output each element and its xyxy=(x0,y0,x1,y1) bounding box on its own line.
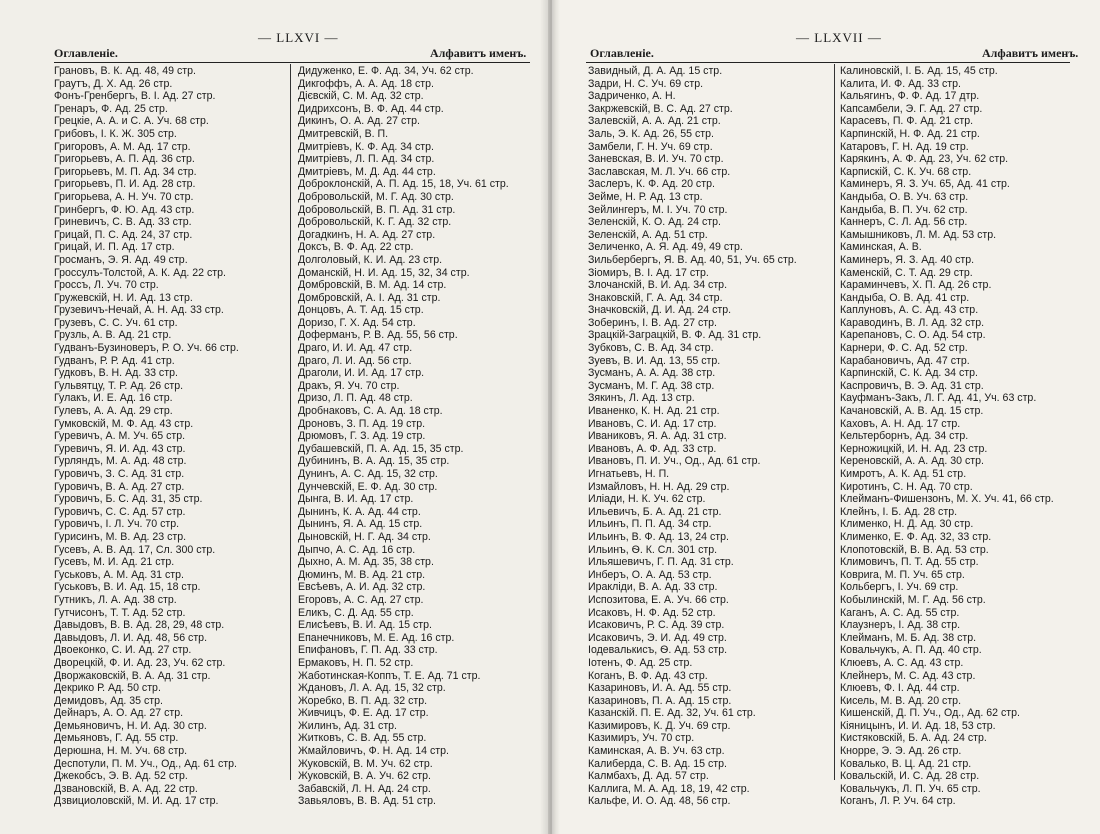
index-entry: Гусевъ, А. В. Ад. 17, Сл. 300 стр. xyxy=(54,543,216,556)
index-entry: Каминская, А. В. Уч. 63 стр. xyxy=(588,745,725,758)
index-entry: Казимировъ, К. Д. Уч. 69 стр. xyxy=(588,719,731,732)
index-entry: Заслеръ, К. Ф. Ад. 20 стр. xyxy=(588,178,715,191)
index-entry: Гутчисонъ, Т. Т. Ад. 52 стр. xyxy=(54,606,186,619)
index-entry: Жуковскій, В. А. Уч. 62 стр. xyxy=(298,770,431,783)
index-entry: Гуськовъ, А. М. Ад. 31 стр. xyxy=(54,568,184,581)
index-entry: Дризо, Л. П. Ад. 48 стр. xyxy=(298,392,413,405)
index-entry: Качановскій, А. В. Ад. 15 стр. xyxy=(840,405,984,418)
index-entry: Добровольскій, К. Г. Ад. 32 стр. xyxy=(298,216,452,229)
index-entry: Клейнеръ, М. С. Ад. 43 стр. xyxy=(840,669,976,682)
index-entry: Кобылинскій, М. Г. Ад. 56 стр. xyxy=(840,593,986,606)
index-entry: Клейнъ, І. Б. Ад. 28 стр. xyxy=(840,505,958,518)
index-entry: Ильинъ, В. Ф. Ад. 13, 24 стр. xyxy=(588,530,729,543)
index-entry: Дынга, В. И. Ад. 17 стр. xyxy=(298,493,414,506)
index-entry: Дунчевскій, Е. Ф. Ад. 30 стр. xyxy=(298,480,438,493)
index-entry: Ждановъ, Л. А. Ад. 15, 32 стр. xyxy=(298,682,446,695)
index-entry: Доксъ, В. Ф. Ад. 22 стр. xyxy=(298,241,414,254)
index-entry: Дрюмовъ, Г. З. Ад. 19 стр. xyxy=(298,430,426,443)
index-entry: Дмитріевъ, М. Д. Ад. 44 стр. xyxy=(298,165,436,178)
index-entry: Каменскій, С. Т. Ад. 29 стр. xyxy=(840,266,973,279)
index-entry: Клаузнеръ, І. Ад. 38 стр. xyxy=(840,619,961,632)
index-entry: Кимротъ, А. К. Ад. 51 стр. xyxy=(840,468,967,480)
index-entry: Зуевъ, В. И. Ад. 13, 55 стр. xyxy=(588,354,721,367)
index-entry: Ильинъ, П. П. Ад. 34 стр. xyxy=(588,518,712,531)
index-entry: Дзвициоловскій, М. И. Ад. 17 стр. xyxy=(54,795,219,808)
index-entry: Двоеконко, С. И. Ад. 27 стр. xyxy=(54,644,192,657)
index-entry: Дмитріевъ, К. Ф. Ад. 34 стр. xyxy=(298,140,434,153)
index-entry: Исаковичъ, Э. И. Ад. 49 стр. xyxy=(588,631,727,644)
index-entry: Каспровичъ, В. Э. Ад. 31 стр. xyxy=(840,379,984,392)
index-entry: Дикгоффъ, А. А. Ад. 18 стр. xyxy=(298,77,434,90)
index-entry: Калита, И. Ф. Ад. 33 стр. xyxy=(840,77,961,90)
index-entry: Грецкіе, А. А. и С. А. Уч. 68 стр. xyxy=(54,115,209,128)
index-entry: Джекобсъ, Э. В. Ад. 52 стр. xyxy=(54,770,188,783)
running-header-contents: Оглавленіе. xyxy=(54,46,118,60)
index-entry: Григоровъ, А. М. Ад. 17 стр. xyxy=(54,140,191,153)
index-entry: Кальягинъ, Ф. Ф. Ад. 17 дтр. xyxy=(840,90,980,103)
index-entry: Клюевъ, Ф. І. Ад. 44 стр. xyxy=(840,682,960,695)
index-entry: Граутъ, Д. Х. Ад. 26 стр. xyxy=(54,77,173,90)
index-entry: Епанечниковъ, М. Е. Ад. 16 стр. xyxy=(298,631,455,644)
index-entry: Караминчевъ, Х. П. Ад. 26 стр. xyxy=(840,279,992,292)
index-entry: Каплуновъ, А. С. Ад. 43 стр. xyxy=(840,304,979,317)
index-entry: Закржевскій, В. С. Ад. 27 стр. xyxy=(588,102,733,115)
index-entry: Ильинъ, Ѳ. К. Сл. 301 стр. xyxy=(588,543,718,556)
index-entry: Дюминъ, М. В. Ад. 21 стр. xyxy=(298,568,426,581)
index-entry: Ковальскій, И. С. Ад. 28 стр. xyxy=(840,770,980,783)
index-entry: Клейманъ-Фишензонъ, М. Х. Уч. 41, 66 стр. xyxy=(840,493,1054,506)
index-entry: Гутникъ, Л. А. Ад. 38 стр. xyxy=(54,593,177,606)
index-entry: Добровольскій, В. П. Ад. 31 стр. xyxy=(298,203,456,216)
index-entry: Гроссулъ-Толстой, А. К. Ад. 22 стр. xyxy=(54,266,226,279)
index-entry: Дидрихсонъ, В. Ф. Ад. 44 стр. xyxy=(298,102,444,115)
index-entry: Карпискій, С. К. Уч. 68 стр. xyxy=(840,165,972,178)
column-divider xyxy=(834,64,835,780)
index-entry: Деспотули, П. М. Уч., Од., Ад. 61 стр. xyxy=(54,757,237,770)
index-entry: Жаботинская-Коппъ, Т. Е. Ад. 71 стр. xyxy=(298,669,481,682)
index-entry: Дроновъ, З. П. Ад. 19 стр. xyxy=(298,417,426,430)
index-entry: Карабановичъ, Ад. 47 стр. xyxy=(840,354,970,367)
name-list-column xyxy=(54,65,239,808)
index-entry: Заль, Э. К. Ад. 26, 55 стр. xyxy=(588,127,714,140)
index-entry: Гуровичъ, З. С. Ад. 31 стр. xyxy=(54,468,185,480)
index-entry: Замбели, Г. Н. Уч. 69 стр. xyxy=(588,140,713,153)
index-entry: Киротинъ, С. Н. Ад. 70 стр. xyxy=(840,480,973,493)
index-entry: Карепановъ, С. О. Ад. 54 стр. xyxy=(840,329,986,342)
index-entry: Гурисинъ, М. В. Ад. 23 стр. xyxy=(54,530,187,543)
index-entry: Кальфе, И. О. Ад. 48, 56 стр. xyxy=(588,795,731,808)
index-entry: Клюевъ, А. С. Ад. 43 стр. xyxy=(840,656,964,669)
index-entry: Кандыба, О. В. Уч. 63 стр. xyxy=(840,190,969,203)
index-entry: Задри, Н. С. Уч. 69 стр. xyxy=(588,77,704,90)
index-entry: Керножицкій, И. Н. Ад. 23 стр. xyxy=(840,442,988,455)
index-entry: Догадкинъ, Н. А. Ад. 27 стр. xyxy=(298,228,436,241)
column-divider xyxy=(290,64,291,780)
left-page xyxy=(0,0,548,834)
page-number: — LLXVII — xyxy=(796,30,882,45)
index-entry: Добровольскій, М. Г. Ад. 30 стр. xyxy=(298,190,454,203)
running-header-contents: Оглавленіе. xyxy=(590,46,654,60)
index-entry: Ильевичъ, Б. А. Ад. 21 стр. xyxy=(588,505,722,518)
index-entry: Жилинъ, Ад. 31 стр. xyxy=(298,719,398,732)
index-entry: Иракліди, В. А. Ад. 33 стр. xyxy=(588,581,718,594)
index-entry: Долголовый, К. И. Ад. 23 стр. xyxy=(298,253,443,266)
index-entry: Гуськовъ, В. И. Ад. 15, 18 стр. xyxy=(54,581,201,594)
index-entry: Зусманъ, М. Г. Ад. 38 стр. xyxy=(588,379,715,392)
index-entry: Донцовъ, А. Т. Ад. 15 стр. xyxy=(298,304,424,317)
index-entry: Игнатьевъ, Н. П. xyxy=(588,468,670,480)
index-entry: Жоребко, В. П. Ад. 32 стр. xyxy=(298,694,428,707)
index-entry: Дидуженко, Е. Ф. Ад. 34, Уч. 62 стр. xyxy=(298,65,474,77)
index-entry: Гросманъ, Э. Я. Ад. 49 стр. xyxy=(54,253,188,266)
index-entry: Клименко, Е. Ф. Ад. 32, 33 стр. xyxy=(840,530,992,543)
index-entry: Гумковскій, М. Ф. Ад. 43 стр. xyxy=(54,417,194,430)
index-entry: Зякинъ, Л. Ад. 13 стр. xyxy=(588,392,695,405)
index-entry: Испозитова, Е. А. Уч. 66 стр. xyxy=(588,593,729,606)
index-entry: Гуревичъ, Я. И. Ад. 43 стр. xyxy=(54,442,186,455)
index-entry: Зейлингеръ, М. І. Уч. 70 стр. xyxy=(588,203,728,216)
index-entry: Григорьева, А. Н. Уч. 70 стр. xyxy=(54,190,194,203)
index-entry: Іотенъ, Ф. Ад. 25 стр. xyxy=(588,656,693,669)
index-entry: Значковскій, Д. И. Ад. 24 стр. xyxy=(588,304,732,317)
index-entry: Домбровскій, В. М. Ад. 14 стр. xyxy=(298,279,447,292)
index-entry: Дмитревскій, В. П. xyxy=(298,127,389,140)
index-entry: Кандыба, В. П. Уч. 62 стр. xyxy=(840,203,968,216)
index-entry: Драголи, И. И. Ад. 17 стр. xyxy=(298,367,425,380)
index-entry: Дробнаковъ, С. А. Ад. 18 стр. xyxy=(298,405,443,418)
index-entry: Зіомиръ, В. І. Ад. 17 стр. xyxy=(588,266,709,279)
index-entry: Грузевичъ-Нечай, А. Н. Ад. 33 стр. xyxy=(54,304,224,317)
index-entry: Гренаръ, Ф. Ад. 25 стр. xyxy=(54,102,168,115)
index-entry: Калиновскій, І. Б. Ад. 15, 45 стр. xyxy=(840,65,998,77)
index-entry: Іодевалькисъ, Ѳ. Ад. 53 стр. xyxy=(588,644,728,657)
index-entry: Давыдовъ, Л. И. Ад. 48, 56 стр. xyxy=(54,631,208,644)
index-entry: Кіяницынъ, И. И. Ад. 18, 53 стр. xyxy=(840,719,996,732)
index-entry: Залевскій, А. А. Ад. 21 стр. xyxy=(588,115,721,128)
index-entry: Каллига, М. А. Ад. 18, 19, 42 стр. xyxy=(588,782,750,795)
index-entry: Кереновскій, А. А. Ад. 30 стр. xyxy=(840,455,984,468)
index-entry: Григорьевъ, П. И. Ад. 28 стр. xyxy=(54,178,196,191)
index-entry: Дубининъ, В. А. Ад. 15, 35 стр. xyxy=(298,455,450,468)
index-entry: Доризо, Г. Х. Ад. 54 стр. xyxy=(298,316,416,329)
index-entry: Демидовъ, Ад. 35 стр. xyxy=(54,694,163,707)
index-entry: Задриченко, А. Н. xyxy=(588,90,676,103)
index-entry: Ивановъ, С. И. Ад. 17 стр. xyxy=(588,417,717,430)
index-entry: Гуровичъ, Б. С. Ад. 31, 35 стр. xyxy=(54,493,203,506)
index-entry: Грузль, А. В. Ад. 21 стр. xyxy=(54,329,172,342)
index-entry: Еликъ, С. Д. Ад. 55 стр. xyxy=(298,606,414,619)
index-entry: Иліади, Н. К. Уч. 62 стр. xyxy=(588,493,706,506)
index-entry: Доманскій, Н. И. Ад. 15, 32, 34 стр. xyxy=(298,266,470,279)
index-entry: Каминеръ, Я. З. Уч. 65, Ад. 41 стр. xyxy=(840,178,1010,191)
index-entry: Жмайловичъ, Ф. Н. Ад. 14 стр. xyxy=(298,745,449,758)
index-entry: Каминская, А. В. xyxy=(840,241,922,254)
index-entry: Карнери, Ф. С. Ад. 52 стр. xyxy=(840,342,968,355)
index-entry: Ивановъ, А. Ф. Ад. 33 стр. xyxy=(588,442,717,455)
index-entry: Коганъ, Л. Р. Уч. 64 стр. xyxy=(840,795,956,808)
index-entry: Казимиръ, Уч. 70 стр. xyxy=(588,732,695,745)
index-entry: Клейманъ, М. Б. Ад. 38 стр. xyxy=(840,631,977,644)
index-entry: Иваниковъ, Я. А. Ад. 31 стр. xyxy=(588,430,727,443)
index-entry: Григорьевъ, М. П. Ад. 34 стр. xyxy=(54,165,197,178)
index-entry: Карасевъ, П. Ф. Ад. 21 стр. xyxy=(840,115,974,128)
index-entry: Зеленскій, К. О. Ад. 24 стр. xyxy=(588,216,721,229)
index-entry: Измайловъ, Н. Н. Ад. 29 стр. xyxy=(588,480,730,493)
index-entry: Живчицъ, Ф. Е. Ад. 17 стр. xyxy=(298,707,429,720)
index-entry: Каминеръ, Я. З. Ад. 40 стр. xyxy=(840,253,975,266)
index-entry: Дзвановскій, В. А. Ад. 22 стр. xyxy=(54,782,198,795)
book-gutter xyxy=(540,0,560,834)
index-entry: Дворецкій, Ф. И. Ад. 23, Уч. 62 стр. xyxy=(54,656,226,669)
index-entry: Гуровичъ, В. А. Ад. 27 стр. xyxy=(54,480,185,493)
index-entry: Кандыба, О. В. Ад. 41 стр. xyxy=(840,291,970,304)
index-entry: Карякинъ, А. Ф. Ад. 23, Уч. 62 стр. xyxy=(840,153,1009,166)
index-entry: Кельтерборнъ, Ад. 34 стр. xyxy=(840,430,969,443)
index-entry: Гуревичъ, А. М. Уч. 65 стр. xyxy=(54,430,186,443)
index-entry: Кауфманъ-Закъ, Л. Г. Ад. 41, Уч. 63 стр. xyxy=(840,392,1037,405)
index-entry: Исаковъ, Н. Ф. Ад. 52 стр. xyxy=(588,606,716,619)
index-entry: Заневская, В. И. Уч. 70 стр. xyxy=(588,153,724,166)
index-entry: Дейнаръ, А. О. Ад. 27 стр. xyxy=(54,707,184,720)
index-entry: Дворжаковскій, В. А. Ад. 31 стр. xyxy=(54,669,211,682)
index-entry: Злочанскій, В. И. Ад. 34 стр. xyxy=(588,279,728,292)
index-entry: Кистяковскій, Б. А. Ад. 24 стр. xyxy=(840,732,987,745)
index-entry: Домбровскій, А. І. Ад. 31 стр. xyxy=(298,291,441,304)
index-entry: Климовичъ, П. Т. Ад. 55 стр. xyxy=(840,556,979,569)
index-entry: Дынинъ, Я. А. Ад. 15 стр. xyxy=(298,518,423,531)
index-entry: Гринбергъ, Ф. Ю. Ад. 43 стр. xyxy=(54,203,195,216)
index-entry: Ивановъ, П. И. Уч., Од., Ад. 61 стр. xyxy=(588,455,761,468)
index-entry: Зеличенко, А. Я. Ад. 49, 49 стр. xyxy=(588,241,743,254)
index-entry: Забавскій, Л. Н. Ад. 24 стр. xyxy=(298,782,431,795)
index-entry: Кисель, М. В. Ад. 20 стр. xyxy=(840,694,962,707)
index-entry: Дунинъ, А. С. Ад. 15, 32 стр. xyxy=(298,468,438,480)
index-entry: Дыновскій, Н. Г. Ад. 34 стр. xyxy=(298,530,431,543)
index-entry: Каннеръ, С. Л. Ад. 56 стр. xyxy=(840,216,968,229)
index-entry: Зейме, Н. Р. Ад. 13 стр. xyxy=(588,190,703,203)
index-entry: Грузевъ, С. С. Уч. 61 стр. xyxy=(54,316,178,329)
name-list-column xyxy=(840,65,1054,808)
index-entry: Демьяновичъ, Н. И. Ад. 30 стр. xyxy=(54,719,207,732)
index-entry: Гудванъ, Р. Р. Ад. 41 стр. xyxy=(54,354,175,367)
index-entry: Гульвятцу, Т. Р. Ад. 26 стр. xyxy=(54,379,184,392)
index-entry: Каганъ, А. С. Ад. 55 стр. xyxy=(840,606,960,619)
index-entry: Гриневичъ, С. В. Ад. 33 стр. xyxy=(54,216,192,229)
index-entry: Каховъ, А. Н. Ад. 17 стр. xyxy=(840,417,961,430)
index-entry: Григорьевъ, А. П. Ад. 36 стр. xyxy=(54,153,195,166)
index-entry: Ермаковъ, Н. П. 52 стр. xyxy=(298,656,414,669)
index-entry: Карпинскій, Н. Ф. Ад. 21 стр. xyxy=(840,127,980,140)
index-entry: Кноррe, Э. Э. Ад. 26 стр. xyxy=(840,745,962,758)
index-entry: Казариновъ, П. А. Ад. 15 стр. xyxy=(588,694,732,707)
index-entry: Грицай, И. П. Ад. 17 стр. xyxy=(54,241,175,254)
index-entry: Зеленскій, А. Ад. 51 стр. xyxy=(588,228,708,241)
index-entry: Капсамбели, Э. Г. Ад. 27 стр. xyxy=(840,102,983,115)
index-entry: Декрико Р. Ад. 50 стр. xyxy=(54,682,161,695)
index-entry: Гулевъ, А. А. Ад. 29 стр. xyxy=(54,405,173,418)
index-entry: Завидный, Д. А. Ад. 15 стр. xyxy=(588,65,723,77)
index-entry: Завьяловъ, В. В. Ад. 51 стр. xyxy=(298,795,436,808)
index-entry: Ковриrа, М. П. Уч. 65 стр. xyxy=(840,568,965,581)
index-entry: Зоберинъ, І. В. Ад. 27 стр. xyxy=(588,316,717,329)
index-entry: Гулакъ, И. Е. Ад. 16 стр. xyxy=(54,392,173,405)
running-header-index: Алфавитъ именъ. xyxy=(982,46,1079,60)
index-entry: Давыдовъ, В. В. Ад. 28, 29, 48 стр. xyxy=(54,619,225,632)
index-entry: Кишенскій, Д. П. Уч., Од., Ад. 62 стр. xyxy=(840,707,1020,720)
right-page xyxy=(552,0,1100,834)
index-entry: Егоровъ, А. С. Ад. 27 стр. xyxy=(298,593,424,606)
index-entry: Дракъ, Я. Уч. 70 стр. xyxy=(298,379,400,392)
index-entry: Дієвскій, С. М. Ад. 32 стр. xyxy=(298,90,424,103)
name-list-column xyxy=(588,65,797,808)
index-entry: Ковальчукъ, А. П. Ад. 40 стр. xyxy=(840,644,982,657)
index-entry: Демьяновъ, Г. Ад. 55 стр. xyxy=(54,732,179,745)
index-entry: Доферманъ, Р. В. Ад. 55, 56 стр. xyxy=(298,329,458,342)
index-entry: Зрацкій-Заграцкій, В. Ф. Ад. 31 стр. xyxy=(588,329,762,342)
index-entry: Жуковскій, В. М. Уч. 62 стр. xyxy=(298,757,433,770)
index-entry: Гроссъ, Л. Уч. 70 стр. xyxy=(54,279,159,292)
index-entry: Караводинъ, В. Л. Ад. 32 стр. xyxy=(840,316,985,329)
index-entry: Драго, И. И. Ад. 47 стр. xyxy=(298,342,413,355)
index-entry: Дыхно, А. М. Ад. 35, 38 стр. xyxy=(298,556,434,569)
index-entry: Драго, Л. И. Ад. 56 стр. xyxy=(298,354,412,367)
index-entry: Евсѣевъ, А. И. Ад. 32 стр. xyxy=(298,581,426,594)
index-entry: Дикинъ, О. А. Ад. 27 стр. xyxy=(298,115,420,128)
index-entry: Казанскій. П. Е. Ад. 32, Уч. 61 стр. xyxy=(588,707,756,720)
running-header-index: Алфавитъ именъ. xyxy=(430,46,527,60)
index-entry: Гурляндъ, М. А. Ад. 48 стр. xyxy=(54,455,187,468)
index-entry: Инберъ, О. А. Ад. 53 стр. xyxy=(588,568,712,581)
index-entry: Заславская, М. Л. Уч. 66 стр. xyxy=(588,165,731,178)
index-entry: Катаровъ, Г. Н. Ад. 19 стр. xyxy=(840,140,969,153)
index-entry: Клименко, Н. Д. Ад. 30 стр. xyxy=(840,518,974,531)
index-entry: Гудванъ-Бузиноверъ, Р. О. Уч. 66 стр. xyxy=(54,342,239,355)
index-entry: Дмитріевъ, Л. П. Ад. 34 стр. xyxy=(298,153,435,166)
index-entry: Епифановъ, Г. П. Ад. 33 стр. xyxy=(298,644,438,657)
index-entry: Казариновъ, И. А. Ад. 55 стр. xyxy=(588,682,732,695)
index-entry: Житковъ, С. В. Ад. 55 стр. xyxy=(298,732,427,745)
index-entry: Коганъ, В. Ф. Ад. 43 стр. xyxy=(588,669,708,682)
index-entry: Зусманъ, А. А. Ад. 38 стр. xyxy=(588,367,716,380)
page-number: — LLXVI — xyxy=(258,30,339,45)
index-entry: Ильяшевичъ, Г. П. Ад. 31 стр. xyxy=(588,556,734,569)
index-entry: Гуровичъ, І. Л. Уч. 70 стр. xyxy=(54,518,180,531)
index-entry: Гусевъ, М. И. Ад. 21 стр. xyxy=(54,556,175,569)
index-entry: Гудковъ, В. Н. Ад. 33 стр. xyxy=(54,367,178,380)
index-entry: Доброклонскій, А. П. Ад. 15, 18, Уч. 61 стр. xyxy=(298,178,509,191)
index-entry: Зильбербергъ, Я. В. Ад. 40, 51, Уч. 65 стр. xyxy=(588,253,797,266)
index-entry: Исаковичъ, Р. С. Ад. 39 стр. xyxy=(588,619,725,632)
index-entry: Елисѣевъ, В. И. Ад. 15 стр. xyxy=(298,619,432,632)
name-list-column xyxy=(298,65,509,808)
index-entry: Ковальчукъ, Л. П. Уч. 65 стр. xyxy=(840,782,981,795)
index-entry: Знаковскій, Г. А. Ад. 34 стр. xyxy=(588,291,723,304)
index-entry: Калмбахъ, Д. Ад. 57 стр. xyxy=(588,770,709,783)
index-entry: Дубашевскій, П. А. Ад. 15, 35 стр. xyxy=(298,442,464,455)
index-entry: Гуровичъ, С. С. Ад. 57 стр. xyxy=(54,505,186,518)
index-entry: Иваненко, К. Н. Ад. 21 стр. xyxy=(588,405,720,418)
header-rule xyxy=(586,62,1070,63)
index-entry: Кольбергъ, І. Уч. 69 стр. xyxy=(840,581,959,594)
index-entry: Камышниковъ, Л. М. Ад. 53 стр. xyxy=(840,228,997,241)
index-entry: Калиберда, С. В. Ад. 15 стр. xyxy=(588,757,727,770)
index-entry: Дынинъ, К. А. Ад. 44 стр. xyxy=(298,505,421,518)
index-entry: Фонъ-Гренбергъ, В. І. Ад. 27 стр. xyxy=(54,90,216,103)
index-entry: Карпинскій, С. К. Ад. 34 стр. xyxy=(840,367,978,380)
index-entry: Гружевскій, Н. И. Ад. 13 стр. xyxy=(54,291,193,304)
header-rule xyxy=(54,62,530,63)
index-entry: Дыпчо, А. С. Ад. 16 стр. xyxy=(298,543,416,556)
index-entry: Зубковъ, С. В. Ад. 34 стр. xyxy=(588,342,714,355)
index-entry: Дерюшна, Н. М. Уч. 68 стр. xyxy=(54,745,188,758)
index-entry: Ковалько, В. Ц. Ад. 21 стр. xyxy=(840,757,972,770)
index-entry: Грицай, П. С. Ад. 24, 37 стр. xyxy=(54,228,193,241)
index-entry: Грановъ, В. К. Ад. 48, 49 стр. xyxy=(54,65,196,77)
index-entry: Клопотовскій, В. В. Ад. 53 стр. xyxy=(840,543,989,556)
index-entry: Грибовъ, І. К. Ж. 305 стр. xyxy=(54,127,177,140)
